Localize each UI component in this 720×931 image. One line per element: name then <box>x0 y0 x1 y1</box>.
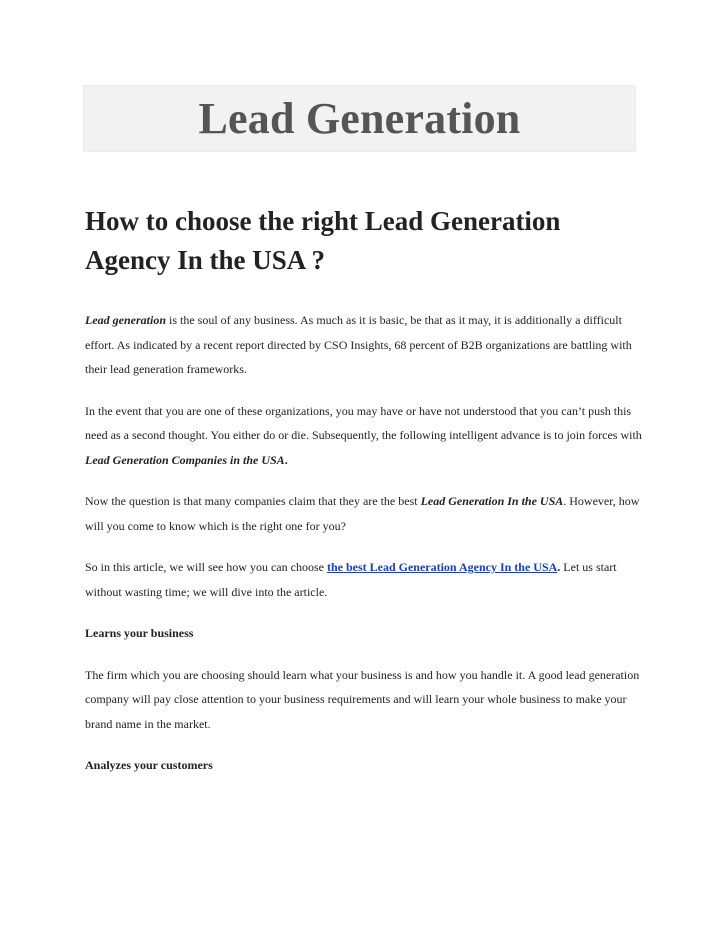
paragraph-intro <box>85 308 645 382</box>
paragraph-article-intro-end: Let us start without wasting time; we will dive into the article. <box>85 560 617 599</box>
paragraph-article-intro-text: So in this article, we will see how you can choose <box>85 560 327 574</box>
paragraph-question-end: . However, how will you come to know which is the right one for you? <box>85 494 640 533</box>
section-heading-learns-business: Learns your business <box>85 626 194 640</box>
paragraph-intro-text: is the soul of any business. As much as it is basic, be that as it may, it is additionally a difficult effort. As indicated by a recent report directed by CSO Insights, 68 percent of B2B organizations are battling with their lead generation frameworks. <box>85 313 632 376</box>
paragraph-organizations-end: . <box>284 452 288 467</box>
emphasis-lead-generation-companies: Lead Generation Companies in the USA <box>85 452 285 467</box>
paragraph-question <box>85 489 645 538</box>
paragraph-organizations <box>85 399 645 473</box>
article-body <box>85 202 645 795</box>
title-banner <box>83 85 636 152</box>
emphasis-lead-generation: Lead generation <box>85 313 166 327</box>
page-title: Lead Generation <box>198 94 521 143</box>
paragraph-article-intro-period: . <box>557 560 561 574</box>
paragraph-article-intro <box>85 555 645 604</box>
paragraph-question-text: Now the question is that many companies claim that they are the best <box>85 494 421 508</box>
paragraph-organizations-text: In the event that you are one of these organizations, you may have or have not understood that you can’t push this need as a second thought. You either do or die. Subsequently, the following intelligent advance is to join forces with <box>85 403 642 442</box>
section-heading-analyzes-customers: Analyzes your customers <box>85 758 213 772</box>
paragraph-learns-business: The firm which you are choosing should learn what your business is and how you handle it. A good lead generation company will pay close attention to your business requirements and will learn your whole business to make your brand name in the market. <box>85 667 640 731</box>
article-heading: How to choose the right Lead Generation Agency In the USA ? <box>85 206 561 275</box>
emphasis-lead-generation-usa: Lead Generation In the USA <box>420 494 564 508</box>
best-agency-link[interactable]: the best Lead Generation Agency In the USA <box>326 560 558 574</box>
